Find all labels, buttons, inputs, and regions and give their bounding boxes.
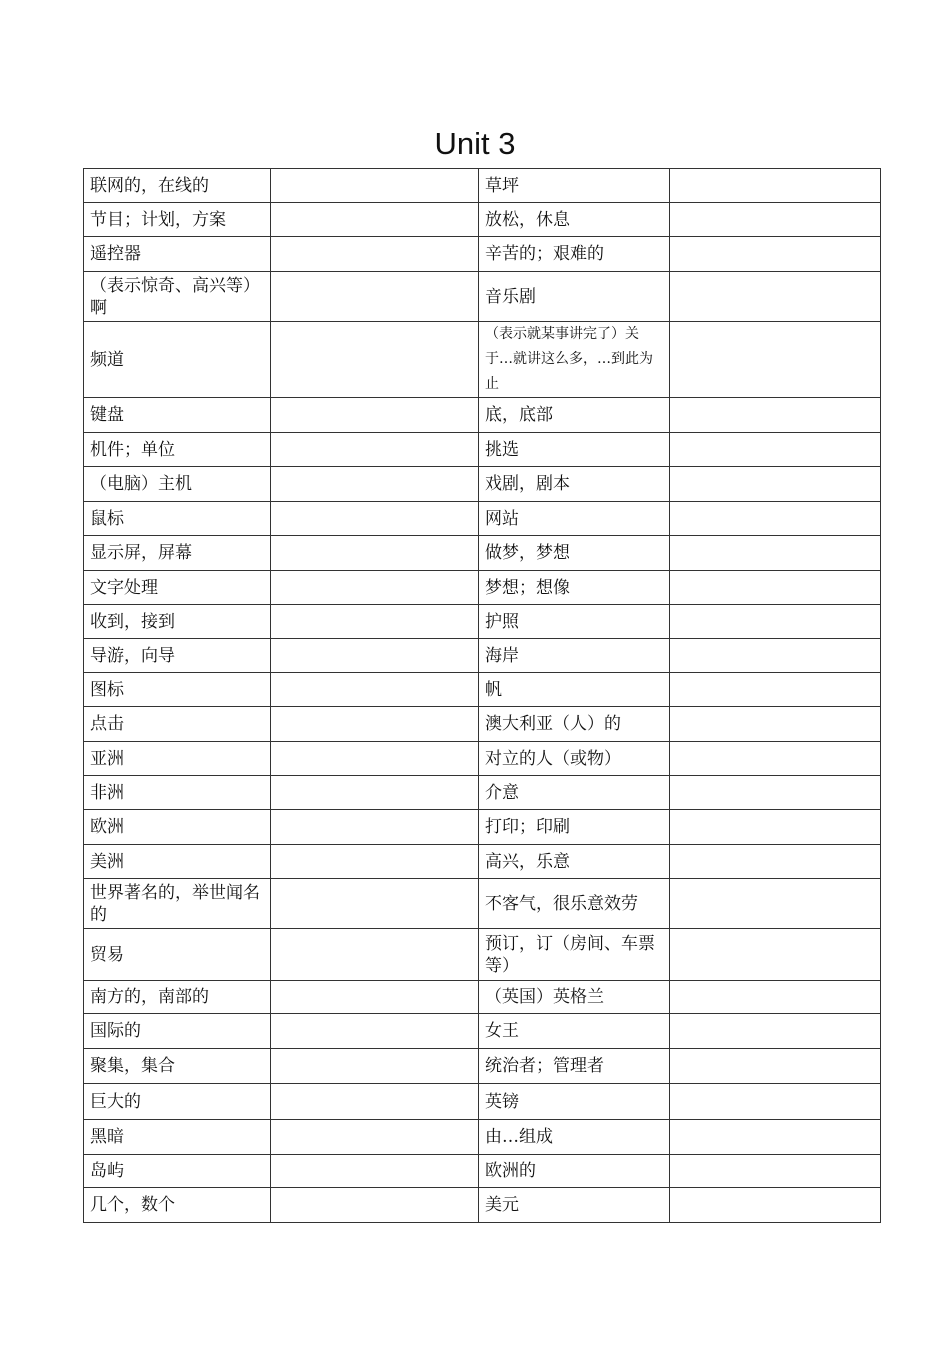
table-row [84,1014,881,1049]
answer-cell-right[interactable] [670,1120,881,1155]
answer-cell-left[interactable] [271,707,479,742]
chinese-term-left: 显示屏，屏幕 [84,536,271,571]
answer-cell-left[interactable] [271,673,479,707]
table-row [84,1049,881,1084]
answer-cell-left[interactable] [271,1120,479,1155]
answer-cell-left[interactable] [271,272,479,322]
chinese-term-left: 国际的 [84,1014,271,1049]
answer-cell-left[interactable] [271,433,479,467]
table-row [84,673,881,707]
chinese-term-right: 网站 [479,502,670,536]
answer-cell-right[interactable] [670,673,881,707]
chinese-term-right: 欧洲的 [479,1155,670,1188]
chinese-term-right: 打印；印刷 [479,810,670,845]
answer-cell-right[interactable] [670,1014,881,1049]
answer-cell-right[interactable] [670,433,881,467]
answer-cell-left[interactable] [271,467,479,502]
answer-cell-left[interactable] [271,742,479,776]
table-row [84,810,881,845]
chinese-term-left: 鼠标 [84,502,271,536]
table-row [84,502,881,536]
chinese-term-left: 亚洲 [84,742,271,776]
table-row [84,742,881,776]
page-title: Unit 3 [434,126,516,161]
answer-cell-left[interactable] [271,1014,479,1049]
chinese-term-right: （英国）英格兰 [479,981,670,1014]
vocabulary-table-body [84,169,881,1223]
answer-cell-right[interactable] [670,810,881,845]
table-row [84,571,881,605]
chinese-term-left: 点击 [84,707,271,742]
chinese-term-right: 预订，订（房间、车票等） [479,929,670,981]
table-row [84,1120,881,1155]
chinese-term-left: 图标 [84,673,271,707]
table-row [84,169,881,203]
answer-cell-right[interactable] [670,929,881,981]
chinese-term-right: 海岸 [479,639,670,673]
answer-cell-left[interactable] [271,502,479,536]
answer-cell-right[interactable] [670,605,881,639]
chinese-term-right: 戏剧，剧本 [479,467,670,502]
answer-cell-right[interactable] [670,169,881,203]
chinese-term-left: 美洲 [84,845,271,879]
answer-cell-right[interactable] [670,776,881,810]
chinese-term-right: 帆 [479,673,670,707]
table-row [84,272,881,322]
table-row [84,879,881,929]
table-row [84,776,881,810]
chinese-term-right: 不客气，很乐意效劳 [479,879,670,929]
answer-cell-left[interactable] [271,1084,479,1120]
chinese-term-left: （表示惊奇、高兴等）啊 [84,272,271,322]
chinese-term-left: 遥控器 [84,237,271,272]
answer-cell-left[interactable] [271,845,479,879]
chinese-term-right: 放松，休息 [479,203,670,237]
chinese-term-right: 英镑 [479,1084,670,1120]
answer-cell-right[interactable] [670,571,881,605]
table-row [84,845,881,879]
chinese-term-left: 收到，接到 [84,605,271,639]
chinese-term-right: 梦想；想像 [479,571,670,605]
chinese-term-right: 挑选 [479,433,670,467]
answer-cell-left[interactable] [271,776,479,810]
chinese-term-right: 草坪 [479,169,670,203]
chinese-term-left: 联网的，在线的 [84,169,271,203]
answer-cell-right[interactable] [670,742,881,776]
table-row [84,1188,881,1223]
chinese-term-right: 女王 [479,1014,670,1049]
answer-cell-left[interactable] [271,810,479,845]
answer-cell-left[interactable] [271,398,479,433]
chinese-term-right: 美元 [479,1188,670,1223]
chinese-term-left: 南方的，南部的 [84,981,271,1014]
table-row [84,398,881,433]
answer-cell-right[interactable] [670,272,881,322]
chinese-term-right: 高兴，乐意 [479,845,670,879]
chinese-term-left: 导游，向导 [84,639,271,673]
table-row [84,639,881,673]
answer-cell-left[interactable] [271,237,479,272]
chinese-term-left: 节目；计划，方案 [84,203,271,237]
answer-cell-left[interactable] [271,203,479,237]
chinese-term-left: 聚集，集合 [84,1049,271,1084]
answer-cell-right[interactable] [670,502,881,536]
chinese-term-right: 介意 [479,776,670,810]
chinese-term-right: 做梦，梦想 [479,536,670,571]
answer-cell-left[interactable] [271,879,479,929]
chinese-term-right: 澳大利亚（人）的 [479,707,670,742]
answer-cell-left[interactable] [271,169,479,203]
chinese-term-right: 统治者；管理者 [479,1049,670,1084]
chinese-term-left: 岛屿 [84,1155,271,1188]
chinese-term-left: 文字处理 [84,571,271,605]
answer-cell-right[interactable] [670,639,881,673]
chinese-term-left: 机件；单位 [84,433,271,467]
answer-cell-left[interactable] [271,571,479,605]
chinese-term-left: 黑暗 [84,1120,271,1155]
answer-cell-right[interactable] [670,707,881,742]
answer-cell-right[interactable] [670,1155,881,1188]
answer-cell-right[interactable] [670,981,881,1014]
chinese-term-right: （表示就某事讲完了）关于…就讲这么多，…到此为止 [479,322,670,398]
table-row [84,981,881,1014]
chinese-term-left: 频道 [84,322,271,398]
answer-cell-left[interactable] [271,322,479,398]
answer-cell-right[interactable] [670,203,881,237]
table-row [84,467,881,502]
answer-cell-right[interactable] [670,237,881,272]
chinese-term-right: 底，底部 [479,398,670,433]
chinese-term-left: 键盘 [84,398,271,433]
chinese-term-right: 音乐剧 [479,272,670,322]
answer-cell-right[interactable] [670,1084,881,1120]
answer-cell-left[interactable] [271,929,479,981]
chinese-term-right: 由…组成 [479,1120,670,1155]
chinese-term-right: 辛苦的；艰难的 [479,237,670,272]
chinese-term-right: 护照 [479,605,670,639]
answer-cell-right[interactable] [670,1188,881,1223]
chinese-term-left: 非洲 [84,776,271,810]
answer-cell-right[interactable] [670,322,881,398]
table-row [84,322,881,398]
table-row [84,929,881,981]
table-row [84,203,881,237]
answer-cell-left[interactable] [271,1049,479,1084]
chinese-term-left: 世界著名的，举世闻名的 [84,879,271,929]
table-row [84,1155,881,1188]
vocabulary-table [83,168,881,1223]
answer-cell-right[interactable] [670,467,881,502]
chinese-term-left: 巨大的 [84,1084,271,1120]
answer-cell-right[interactable] [670,879,881,929]
chinese-term-right: 对立的人（或物） [479,742,670,776]
answer-cell-right[interactable] [670,536,881,571]
answer-cell-right[interactable] [670,845,881,879]
answer-cell-right[interactable] [670,1049,881,1084]
chinese-term-left: 几个，数个 [84,1188,271,1223]
chinese-term-left: 贸易 [84,929,271,981]
answer-cell-right[interactable] [670,398,881,433]
table-row [84,536,881,571]
table-row [84,605,881,639]
answer-cell-left[interactable] [271,536,479,571]
answer-cell-left[interactable] [271,981,479,1014]
answer-cell-left[interactable] [271,605,479,639]
answer-cell-left[interactable] [271,1188,479,1223]
answer-cell-left[interactable] [271,639,479,673]
chinese-term-left: 欧洲 [84,810,271,845]
answer-cell-left[interactable] [271,1155,479,1188]
table-row [84,433,881,467]
chinese-term-left: （电脑）主机 [84,467,271,502]
table-row [84,1084,881,1120]
table-row [84,707,881,742]
table-row [84,237,881,272]
